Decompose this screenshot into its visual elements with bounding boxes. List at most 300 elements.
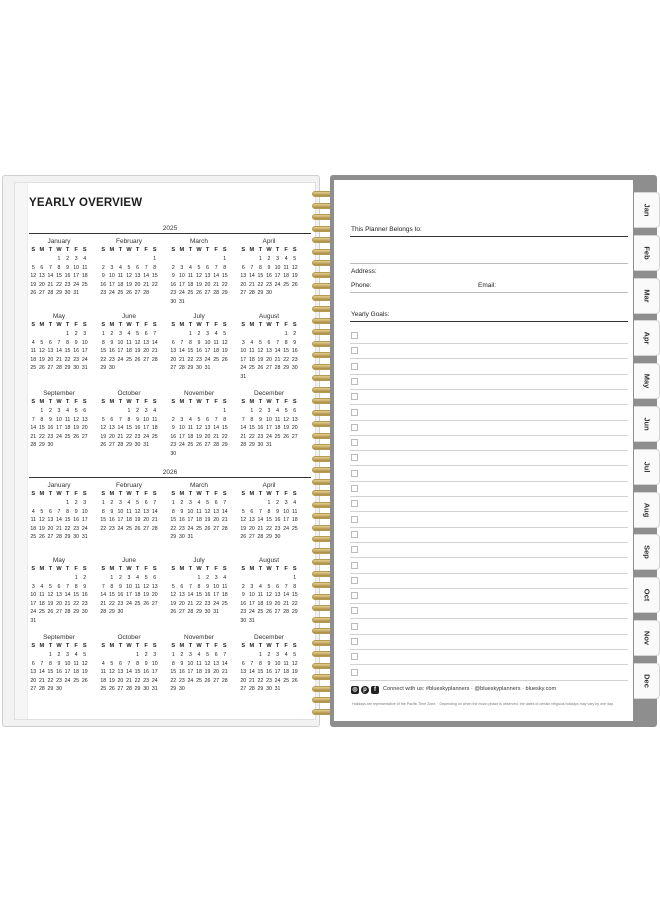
day-number: 29	[64, 365, 71, 371]
day-number: 2	[180, 500, 184, 506]
day-number: 12	[291, 264, 298, 271]
day-number: 4	[284, 652, 288, 658]
day-number	[239, 330, 248, 339]
day-number	[212, 533, 221, 542]
tab-jul[interactable]	[634, 449, 660, 485]
week-row	[169, 608, 229, 617]
day-number: 15	[248, 425, 255, 431]
week-row	[99, 356, 159, 365]
day-number: 1	[66, 500, 69, 506]
goal-line[interactable]	[350, 389, 628, 405]
week-row	[29, 255, 89, 264]
day-number: 19	[204, 669, 211, 675]
week-row	[99, 255, 159, 264]
goal-checkbox[interactable]	[351, 470, 358, 477]
goal-line[interactable]	[350, 374, 628, 390]
tab-feb[interactable]	[634, 235, 660, 271]
day-number: 23	[108, 525, 115, 532]
weekday-letter: M	[39, 247, 45, 253]
month-calendar	[239, 633, 299, 694]
week-row	[99, 433, 159, 442]
goal-checkbox[interactable]	[351, 500, 358, 507]
day-number: 5	[136, 500, 139, 506]
weekday-letter: W	[56, 491, 62, 497]
day-number: 21	[126, 677, 132, 684]
day-number	[142, 608, 151, 617]
day-number: 16	[170, 281, 177, 288]
day-number: 31	[30, 617, 37, 624]
week-row	[169, 660, 229, 669]
day-number: 3	[276, 652, 279, 658]
day-number: 8	[74, 583, 78, 590]
week-row	[239, 364, 299, 373]
day-number: 2	[171, 416, 175, 423]
day-number	[133, 608, 142, 617]
day-number: 17	[204, 348, 211, 354]
day-number	[186, 255, 195, 264]
day-number: 19	[38, 356, 45, 363]
day-number: 26	[81, 677, 88, 684]
day-number: 30	[266, 686, 272, 692]
day-number: 16	[143, 669, 150, 675]
weekday-letter: T	[48, 399, 53, 405]
goal-line[interactable]	[350, 619, 628, 635]
day-number: 16	[170, 433, 177, 440]
goal-line[interactable]	[350, 573, 628, 589]
goal-line[interactable]	[350, 359, 628, 375]
day-number: 24	[213, 600, 220, 607]
week-row	[169, 281, 229, 290]
weekday-letter: S	[31, 643, 36, 649]
day-number: 24	[266, 433, 272, 440]
goal-checkbox[interactable]	[351, 347, 358, 354]
week-row	[99, 441, 159, 450]
goal-line[interactable]	[350, 435, 628, 451]
day-number: 6	[171, 339, 175, 346]
day-number: 21	[100, 600, 107, 607]
day-number: 23	[170, 290, 177, 296]
day-number: 24	[73, 281, 80, 288]
day-number: 6	[57, 583, 61, 590]
week-row	[169, 330, 229, 339]
day-number: 28	[213, 442, 220, 448]
day-number: 19	[291, 669, 298, 675]
day-number	[72, 617, 81, 626]
goal-checkbox[interactable]	[351, 378, 358, 385]
goal-line[interactable]	[350, 634, 628, 650]
month-name: August	[258, 557, 280, 564]
day-number: 17	[108, 281, 115, 288]
day-number: 18	[81, 273, 88, 279]
day-number: 5	[40, 508, 44, 515]
goal-checkbox[interactable]	[351, 516, 358, 523]
week-row	[169, 356, 229, 365]
goal-line[interactable]	[350, 588, 628, 604]
day-number: 11	[292, 508, 298, 515]
day-number	[212, 298, 221, 307]
day-number: 22	[187, 356, 194, 363]
month-calendar	[99, 556, 159, 617]
week-row	[169, 574, 229, 583]
goal-checkbox[interactable]	[351, 577, 358, 584]
day-number: 20	[248, 525, 255, 532]
weekday-letter: T	[205, 399, 210, 405]
day-number: 26	[108, 686, 115, 692]
week-row	[99, 339, 159, 348]
week-row	[169, 450, 229, 459]
week-row	[239, 608, 299, 617]
goal-line[interactable]	[350, 466, 628, 482]
weekday-letter: F	[144, 643, 148, 649]
day-number: 7	[153, 500, 157, 506]
day-number: 13	[204, 425, 211, 431]
weekday-letter: M	[249, 247, 255, 253]
goal-checkbox[interactable]	[351, 332, 358, 339]
day-number	[150, 441, 159, 450]
day-number	[195, 407, 204, 416]
goal-line[interactable]	[350, 481, 628, 497]
day-number: 22	[64, 356, 71, 363]
day-number: 29	[100, 365, 107, 371]
day-number: 30	[64, 290, 71, 296]
weekday-letter: W	[56, 643, 62, 649]
day-number: 7	[31, 416, 35, 423]
goal-checkbox[interactable]	[351, 485, 358, 492]
day-number: 14	[30, 425, 37, 431]
day-number: 9	[110, 508, 114, 515]
goal-line[interactable]	[350, 527, 628, 543]
day-number: 25	[151, 433, 158, 440]
day-number: 27	[134, 290, 141, 296]
day-number: 15	[100, 348, 107, 354]
tab-jan[interactable]	[634, 192, 660, 228]
weekday-header	[29, 490, 89, 499]
day-number: 24	[30, 609, 37, 615]
weekday-letter: S	[222, 491, 227, 497]
day-number: 12	[170, 592, 177, 598]
goal-line[interactable]	[350, 343, 628, 359]
goal-line[interactable]	[350, 542, 628, 558]
day-number	[178, 407, 187, 416]
day-number: 19	[291, 273, 298, 279]
weekday-letter: T	[118, 247, 123, 253]
day-number: 25	[221, 600, 228, 607]
tab-mar[interactable]	[634, 278, 660, 314]
day-number: 30	[178, 534, 185, 540]
day-number: 20	[240, 281, 247, 288]
weekday-letter: S	[292, 491, 297, 497]
tab-aug[interactable]	[634, 492, 660, 528]
goal-line[interactable]	[350, 420, 628, 436]
goal-checkbox[interactable]	[351, 546, 358, 553]
goal-checkbox[interactable]	[351, 638, 358, 645]
day-number: 28	[213, 290, 220, 296]
day-number: 24	[56, 433, 62, 440]
day-number: 23	[291, 356, 298, 363]
week-row	[169, 591, 229, 600]
weekday-header	[29, 321, 89, 330]
weekday-letter: S	[241, 566, 246, 572]
day-number	[99, 574, 108, 583]
day-number: 23	[108, 356, 115, 363]
goal-checkbox[interactable]	[351, 623, 358, 630]
day-number: 4	[153, 408, 157, 414]
day-number: 28	[257, 534, 264, 540]
goal-checkbox[interactable]	[351, 562, 358, 569]
day-number: 14	[257, 517, 264, 523]
day-number: 11	[196, 660, 202, 667]
week-row	[29, 591, 89, 600]
day-number: 13	[134, 273, 141, 279]
tab-jun[interactable]	[634, 406, 660, 442]
day-number: 2	[267, 256, 271, 262]
weekday-letter: M	[249, 566, 255, 572]
weekday-letter: T	[135, 322, 140, 328]
goal-checkbox[interactable]	[351, 439, 358, 446]
day-number: 7	[241, 416, 245, 423]
day-number	[282, 373, 291, 382]
day-number	[55, 330, 64, 339]
goal-line[interactable]	[350, 665, 628, 681]
goal-line[interactable]	[350, 649, 628, 665]
week-row	[239, 668, 299, 677]
day-number: 15	[196, 592, 202, 598]
day-number: 5	[31, 264, 35, 271]
day-number: 2	[171, 264, 175, 271]
day-number: 10	[204, 339, 211, 346]
goal-checkbox[interactable]	[351, 393, 358, 400]
day-number: 27	[291, 433, 298, 440]
day-number: 21	[257, 525, 264, 532]
day-number: 16	[178, 669, 185, 675]
day-number: 22	[151, 281, 158, 288]
day-number: 17	[213, 592, 220, 598]
day-number: 24	[143, 433, 150, 440]
day-number: 28	[56, 365, 62, 371]
tab-may[interactable]	[634, 363, 660, 399]
goal-line[interactable]	[350, 603, 628, 619]
day-number: 20	[213, 517, 220, 523]
day-number: 3	[267, 408, 271, 414]
day-number: 27	[143, 356, 150, 363]
goal-checkbox[interactable]	[351, 424, 358, 431]
day-number: 20	[143, 348, 150, 354]
week-row	[29, 516, 89, 525]
day-number: 23	[178, 677, 185, 684]
day-number: 28	[47, 290, 54, 296]
week-row	[29, 608, 89, 617]
day-number: 17	[143, 425, 150, 431]
day-number: 13	[38, 273, 45, 279]
day-number: 28	[30, 442, 37, 448]
day-number: 22	[221, 281, 228, 288]
day-number: 15	[47, 669, 54, 675]
tab-apr[interactable]	[634, 320, 660, 356]
day-number: 1	[188, 331, 192, 337]
goal-checkbox[interactable]	[351, 454, 358, 461]
day-number: 12	[47, 592, 54, 598]
day-number: 8	[171, 660, 175, 667]
day-number: 13	[213, 660, 220, 667]
day-number: 26	[196, 442, 202, 448]
day-number: 9	[48, 416, 52, 423]
month-calendar	[99, 633, 159, 694]
day-number: 22	[257, 677, 264, 684]
tab-sep[interactable]	[634, 534, 660, 570]
day-number: 21	[178, 356, 185, 363]
goal-checkbox[interactable]	[351, 363, 358, 370]
day-number: 12	[81, 660, 88, 667]
goal-checkbox[interactable]	[351, 669, 358, 676]
week-row	[169, 416, 229, 425]
weekday-letter: F	[284, 322, 288, 328]
day-number	[38, 499, 47, 508]
week-row	[99, 651, 159, 660]
day-number: 25	[248, 365, 255, 371]
day-number: 19	[81, 669, 88, 675]
day-number: 18	[73, 669, 80, 675]
day-number: 24	[283, 525, 290, 532]
goal-line[interactable]	[350, 328, 628, 344]
day-number: 19	[240, 525, 247, 532]
day-number: 20	[143, 517, 150, 523]
day-number	[256, 499, 265, 508]
day-number: 16	[81, 592, 88, 598]
weekday-letter: T	[118, 491, 123, 497]
week-row	[169, 583, 229, 592]
day-number	[46, 617, 55, 626]
day-number: 18	[187, 281, 194, 288]
month-name: November	[184, 634, 214, 641]
day-number: 11	[82, 264, 88, 271]
day-number: 2	[267, 652, 271, 658]
goal-line[interactable]	[350, 405, 628, 421]
day-number: 31	[240, 373, 247, 380]
day-number: 29	[196, 609, 202, 615]
day-number: 8	[223, 416, 227, 423]
weekday-header	[99, 565, 159, 574]
day-number: 22	[196, 600, 202, 607]
goal-checkbox[interactable]	[351, 531, 358, 538]
weekday-letter: F	[74, 491, 78, 497]
month-calendar	[29, 556, 89, 625]
weekday-letter: T	[48, 491, 53, 497]
week-row	[169, 677, 229, 686]
day-number: 10	[151, 660, 158, 667]
day-number: 24	[274, 281, 281, 288]
tab-label: Dec	[642, 673, 651, 688]
month-calendar	[169, 633, 229, 694]
weekday-letter: S	[222, 322, 227, 328]
week-row	[239, 533, 299, 542]
goal-checkbox[interactable]	[351, 409, 358, 416]
week-row	[29, 330, 89, 339]
week-row	[99, 330, 159, 339]
weekday-letter: T	[65, 399, 70, 405]
day-number: 2	[180, 652, 184, 658]
day-number: 14	[100, 592, 107, 598]
day-number: 31	[274, 686, 281, 692]
weekday-header	[29, 642, 89, 651]
day-number: 25	[196, 525, 202, 532]
day-number: 8	[223, 264, 227, 271]
day-number: 24	[248, 609, 255, 615]
day-number	[290, 617, 299, 626]
day-number: 26	[291, 281, 298, 288]
day-number	[38, 617, 47, 626]
week-row	[239, 600, 299, 609]
day-number: 23	[266, 677, 272, 684]
day-number: 12	[38, 348, 45, 354]
goal-line[interactable]	[350, 512, 628, 528]
goal-checkbox[interactable]	[351, 653, 358, 660]
tab-label: Nov	[642, 630, 651, 646]
month-calendar	[239, 237, 299, 298]
tab-nov[interactable]	[634, 620, 660, 656]
day-number: 19	[170, 600, 177, 607]
goal-checkbox[interactable]	[351, 592, 358, 599]
tab-label: Oct	[642, 588, 651, 602]
day-number	[195, 298, 204, 307]
day-number: 14	[248, 273, 255, 279]
day-number: 20	[134, 281, 141, 288]
weekday-header	[29, 565, 89, 574]
week-row	[99, 668, 159, 677]
day-number: 24	[240, 365, 247, 371]
day-number: 16	[204, 592, 211, 598]
weekday-letter: S	[101, 491, 106, 497]
goal-line[interactable]	[350, 450, 628, 466]
day-number: 19	[47, 600, 54, 607]
day-number: 19	[266, 600, 272, 607]
facebook-icon: f	[371, 686, 379, 694]
day-number: 26	[266, 609, 272, 615]
day-number: 11	[249, 348, 255, 354]
weekday-header	[169, 398, 229, 407]
day-number: 13	[291, 416, 298, 423]
weekday-letter: S	[241, 247, 246, 253]
month-calendar	[169, 312, 229, 373]
day-number	[203, 533, 212, 542]
day-number: 30	[170, 298, 177, 305]
day-number: 11	[30, 348, 36, 354]
day-number: 8	[267, 508, 271, 515]
weekday-letter: T	[275, 399, 280, 405]
tab-oct[interactable]	[634, 577, 660, 613]
day-number: 15	[187, 348, 194, 354]
tab-dec[interactable]	[634, 663, 660, 699]
weekday-letter: F	[284, 399, 288, 405]
day-number	[38, 255, 47, 264]
week-row	[169, 651, 229, 660]
day-number: 2	[110, 500, 114, 506]
day-number: 21	[213, 433, 220, 440]
day-number: 31	[151, 686, 158, 692]
day-number: 29	[187, 365, 194, 371]
day-number: 29	[291, 609, 298, 615]
goal-line[interactable]	[350, 558, 628, 574]
goal-checkbox[interactable]	[351, 607, 358, 614]
day-number: 10	[143, 416, 150, 423]
day-number: 5	[258, 339, 262, 346]
day-number: 31	[81, 365, 88, 371]
goal-line[interactable]	[350, 496, 628, 512]
week-row	[99, 608, 159, 617]
day-number: 6	[241, 660, 245, 667]
weekday-letter: M	[249, 491, 255, 497]
day-number: 23	[117, 600, 124, 607]
day-number: 30	[47, 442, 54, 448]
